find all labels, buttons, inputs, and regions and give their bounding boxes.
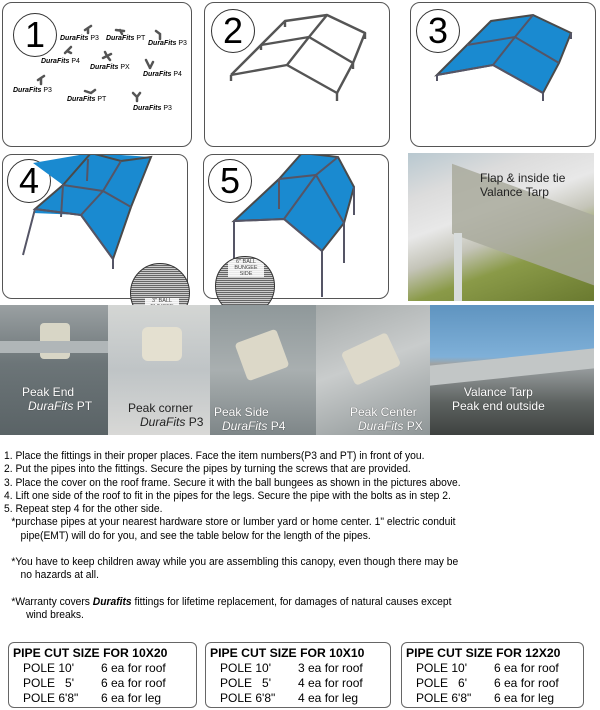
instruction-step: 5. Repeat step 4 for the other side. xyxy=(4,503,163,516)
valance-flap-caption: Flap & inside tie Valance Tarp xyxy=(480,171,566,199)
peak-center-caption: Peak Center DuraFits PX xyxy=(350,405,423,433)
covered-roof-drawing xyxy=(411,3,596,147)
roof-frame-drawing xyxy=(205,3,390,147)
warranty-note-cont: wind breaks. xyxy=(26,608,84,621)
fitting-icon xyxy=(103,52,111,60)
fitting-label: DuraFits P4 xyxy=(143,71,182,78)
assembly-instructions xyxy=(4,450,600,622)
bungee-side-label: 6" BALL BUNGEE SIDE xyxy=(228,259,264,277)
cut-table-10x10 xyxy=(205,642,391,708)
cut-table-10x20 xyxy=(8,642,197,708)
instruction-step: 2. Put the pipes into the fittings. Secure the pipes by turning the screws that are provided. xyxy=(4,463,411,476)
instruction-step: 3. Place the cover on the roof frame. Secure it with the ball bungees as shown in the pictures above. xyxy=(4,476,461,489)
step-1-panel xyxy=(2,2,192,147)
cut-table-row: POLE 6'8" 4 ea for leg xyxy=(220,691,359,705)
step-3-panel xyxy=(410,2,596,147)
cut-table-row: POLE 5' 4 ea for roof xyxy=(220,676,363,690)
valance-peak-caption: Valance Tarp Peak end outside xyxy=(452,385,545,413)
fitting-icon xyxy=(146,60,153,68)
fitting-label: DuraFits PT xyxy=(67,96,107,103)
tarp-edge xyxy=(430,348,594,385)
fitting-icon xyxy=(38,76,44,84)
fitting-shape xyxy=(341,332,402,386)
children-note-cont: no hazards at all. xyxy=(20,569,99,582)
cut-table-row: POLE 6'8" 6 ea for leg xyxy=(416,691,555,705)
cut-table-row: POLE 10' 6 ea for roof xyxy=(416,661,559,675)
fitting-shape xyxy=(234,329,289,382)
cut-table-12x20 xyxy=(401,642,584,708)
peak-end-photo xyxy=(0,305,108,435)
peak-side-photo xyxy=(210,305,316,435)
fitting-label: DuraFits P3 xyxy=(60,35,99,42)
fitting-icon xyxy=(116,30,124,34)
fitting-icon xyxy=(85,90,95,93)
peak-center-photo xyxy=(316,305,430,435)
fitting-label: DuraFits PX xyxy=(90,64,130,71)
peak-end-caption: Peak End DuraFits PT xyxy=(22,385,93,413)
roof-tarp xyxy=(234,155,354,251)
step-number: 1 xyxy=(13,13,57,57)
peak-corner-photo xyxy=(108,305,210,435)
valance-peak-photo xyxy=(430,305,594,435)
fitting-label: DuraFits P4 xyxy=(41,58,80,65)
cut-table-row: POLE 10' 6 ea for roof xyxy=(23,661,166,675)
step-number: 4 xyxy=(7,159,51,203)
roof-tarp xyxy=(437,15,571,93)
fitting-shape xyxy=(142,327,182,361)
purchase-note-cont: pipe(EMT) will do for you, and see the table below for the length of the pipes. xyxy=(20,529,371,542)
cut-table-title: PIPE CUT SIZE FOR 10X20 xyxy=(13,646,168,660)
peak-corner-caption: Peak corner DuraFits P3 xyxy=(128,401,204,429)
valance-flap-photo xyxy=(408,153,594,301)
cut-table-row: POLE 10' 3 ea for roof xyxy=(220,661,363,675)
peak-side-caption: Peak Side DuraFits P4 xyxy=(214,405,286,433)
fitting-label: DuraFits P3 xyxy=(133,105,172,112)
fitting-icon xyxy=(133,93,140,101)
cut-table-row: POLE 6'8" 6 ea for leg xyxy=(23,691,162,705)
step-2-panel xyxy=(204,2,390,147)
fitting-icon xyxy=(65,47,71,53)
children-note: *You have to keep children away while you are assembling this canopy, even though there may be xyxy=(11,556,459,569)
step-number: 3 xyxy=(416,9,460,53)
step-number: 5 xyxy=(208,159,252,203)
cut-table-row: POLE 6' 6 ea for roof xyxy=(416,676,559,690)
brand-name: Durafits xyxy=(92,595,132,608)
cut-table-row: POLE 5' 6 ea for roof xyxy=(23,676,166,690)
pole xyxy=(454,233,462,301)
bungee-corner-label: 3" BALL xyxy=(145,298,179,316)
purchase-note: *purchase pipes at your nearest hardware store or lumber yard or home center. 1" electric conduit xyxy=(11,516,456,529)
instruction-step: 4. Lift one side of the roof to fit in the pipes for the legs. Secure the pipe with the bolts as in step 2. xyxy=(4,489,451,502)
cut-table-title: PIPE CUT SIZE FOR 10X10 xyxy=(210,646,365,660)
instruction-step: 1. Place the fittings in their proper places. Face the item numbers(P3 and PT) in front of you. xyxy=(4,450,425,462)
fitting-label: DuraFits PT xyxy=(106,35,146,42)
warranty-note: *Warranty covers Durafits fittings for lifetime replacement, for damages of natural causes except xyxy=(11,595,452,608)
fitting-icon xyxy=(85,26,91,33)
fitting-label: DuraFits P3 xyxy=(148,40,187,47)
step-number: 2 xyxy=(211,9,255,53)
pipe-shape xyxy=(0,341,108,353)
cut-table-title: PIPE CUT SIZE FOR 12X20 xyxy=(406,646,561,660)
fitting-label: DuraFits P3 xyxy=(13,87,52,94)
fitting-icon xyxy=(156,31,160,39)
